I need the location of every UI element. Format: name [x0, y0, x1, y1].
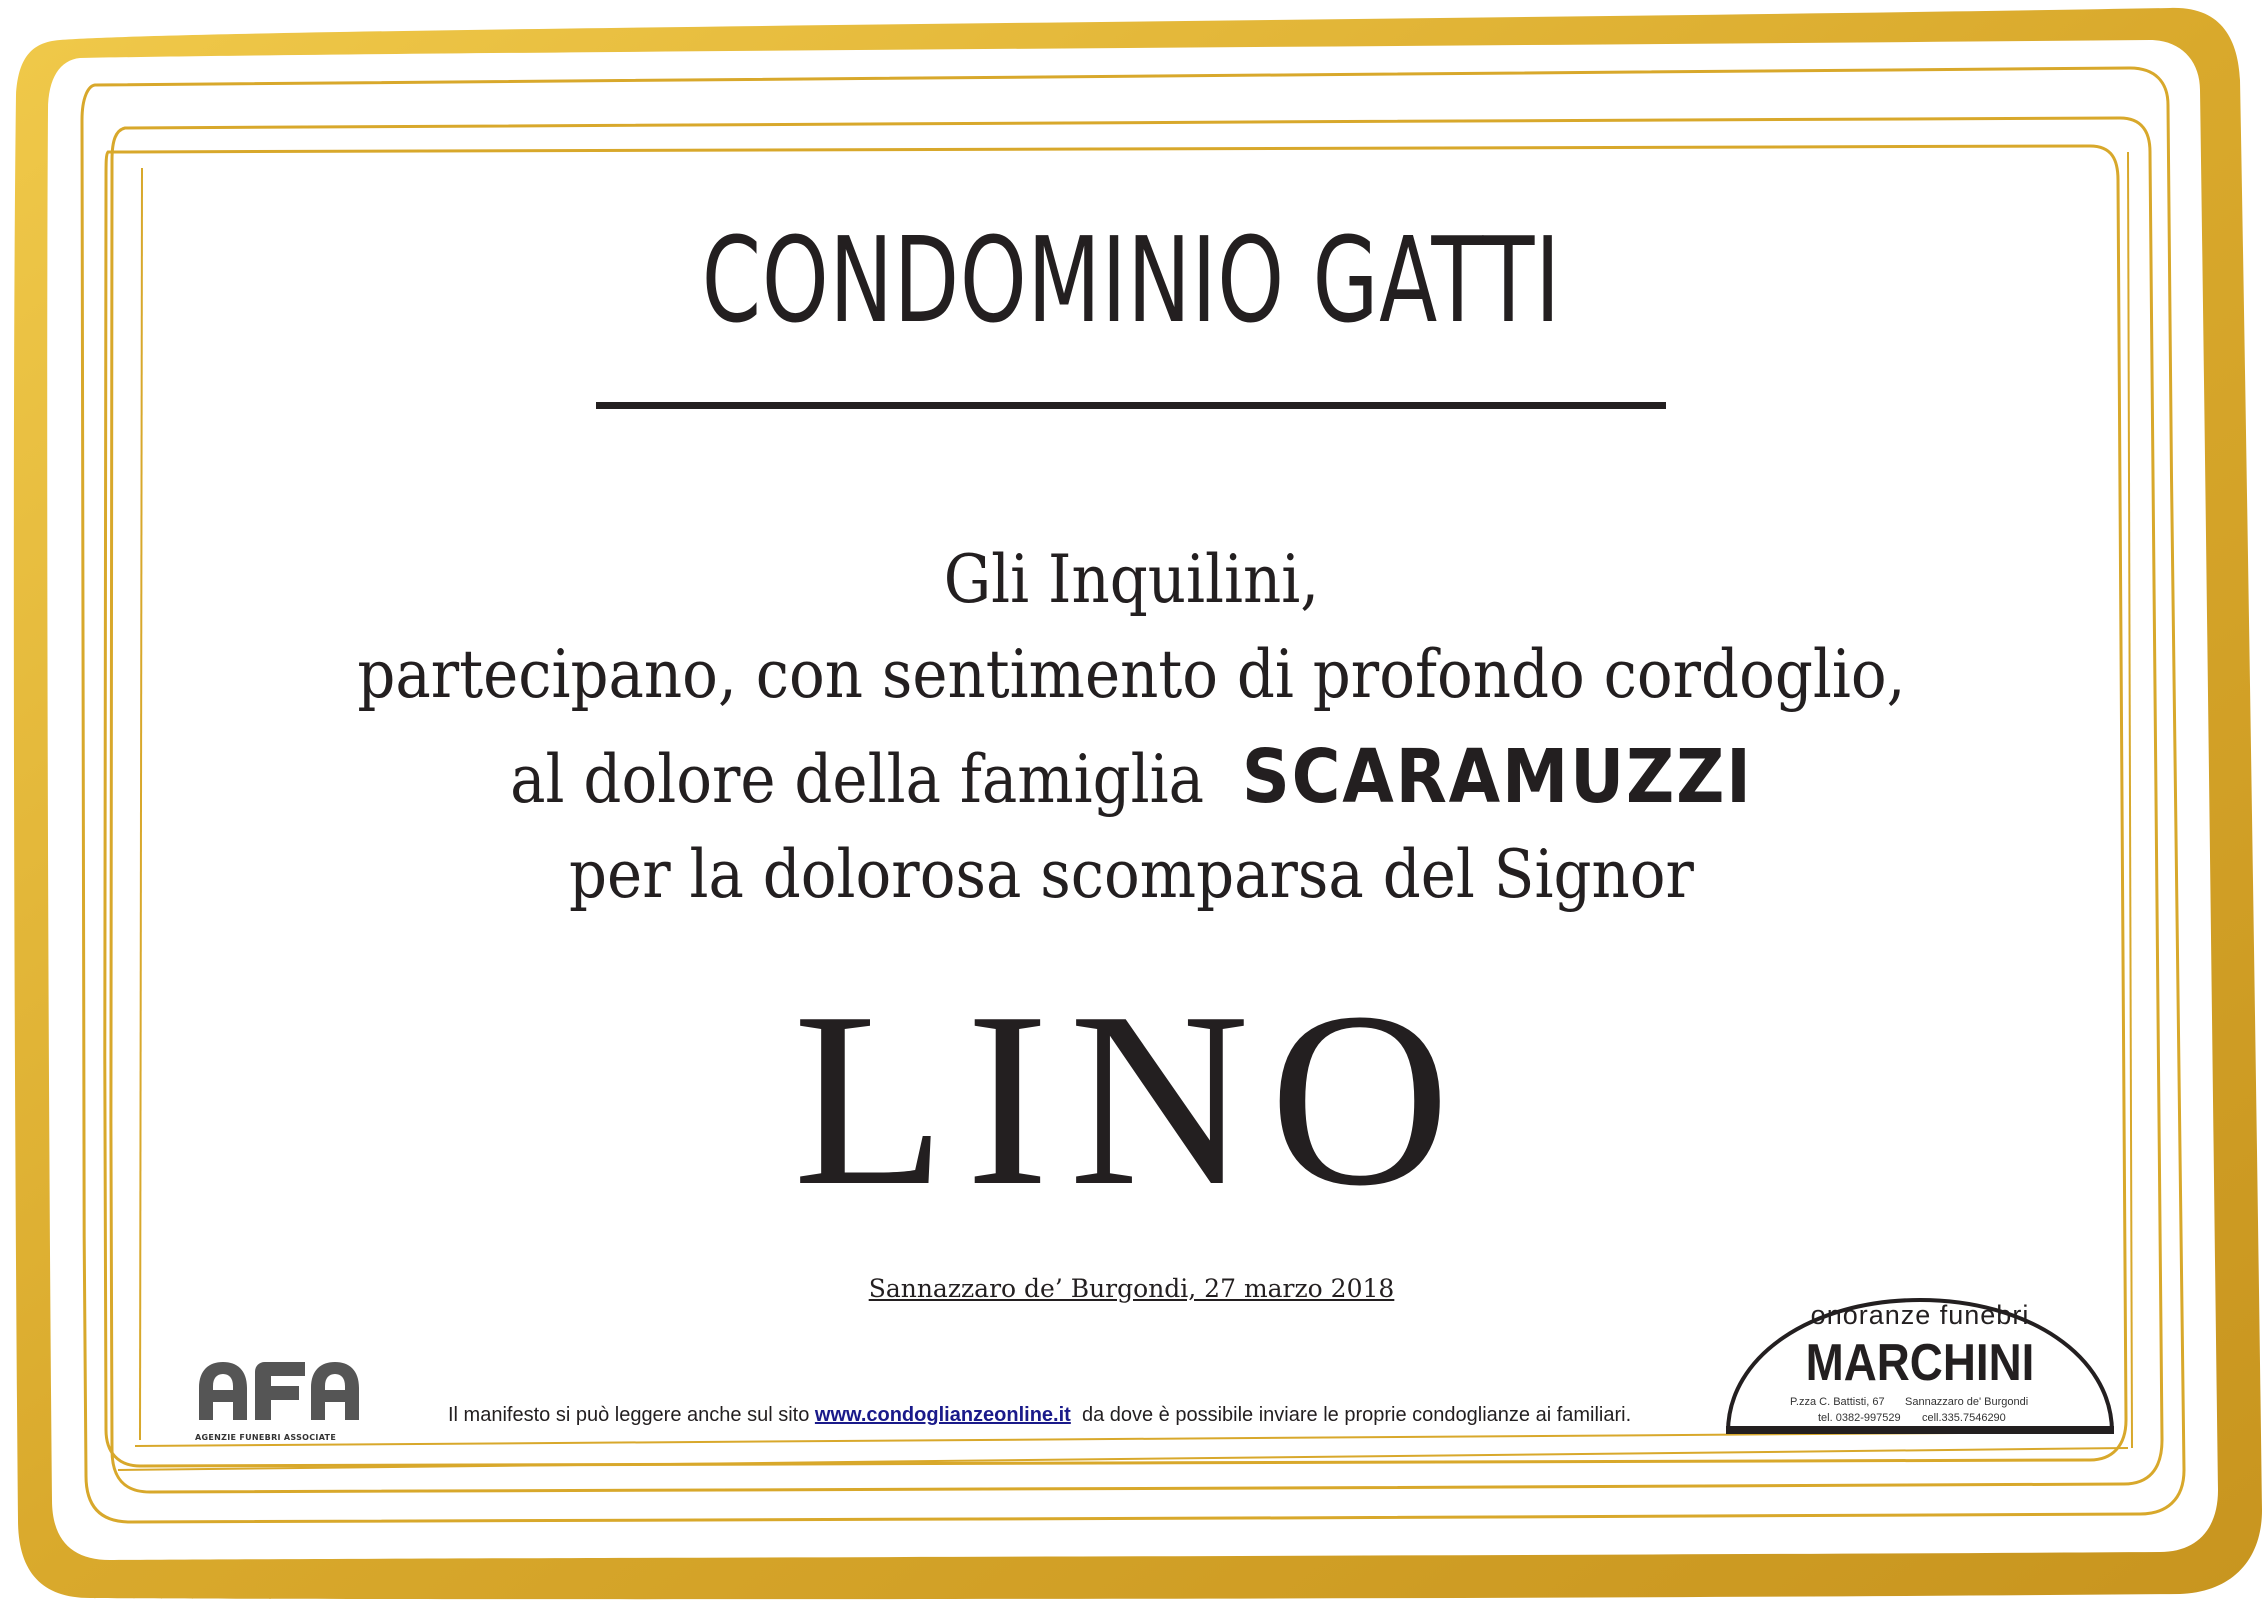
footer-note — [448, 1404, 1631, 1427]
agency-town: Sannazzaro de' Burgondi — [1905, 1396, 2029, 1408]
notice-line-tenants: Gli Inquilini, — [943, 541, 1320, 618]
condolences-site-link[interactable]: www.condoglianzeonline.it — [814, 1404, 1071, 1426]
notice-line-loss: per la dolorosa scomparsa del Signor — [569, 836, 1694, 913]
family-surname: SCARAMUZZI — [1241, 734, 1753, 820]
notice-line-condolences: partecipano, con sentimento di profondo cordoglio, — [357, 636, 1906, 713]
title-underline — [596, 402, 1666, 409]
footer-note-suffix: da dove è possibile inviare le proprie condoglianze ai familiari. — [1081, 1404, 1632, 1426]
afa-tagline: AGENZIE FUNEBRI ASSOCIATE — [195, 1433, 337, 1442]
agency-subtitle: onoranze funebri — [1810, 1300, 2030, 1330]
deceased-name: LINO — [792, 961, 1471, 1238]
agency-address: P.zza C. Battisti, 67 — [1790, 1396, 1885, 1408]
family-prefix: al dolore della famiglia — [510, 741, 1205, 818]
agency-mobile: cell.335.7546290 — [1922, 1412, 2006, 1424]
notice-line-family — [113, 732, 2150, 825]
agency-name: MARCHINI — [1805, 1334, 2035, 1392]
agency-phone: tel. 0382-997529 — [1818, 1412, 1901, 1424]
page-title: CONDOMINIO GATTI — [701, 211, 1561, 349]
place-date: Sannazzaro de’ Burgondi, 27 marzo 2018 — [868, 1274, 1395, 1303]
footer-note-prefix: Il manifesto si può leggere anche sul sito — [448, 1404, 810, 1426]
